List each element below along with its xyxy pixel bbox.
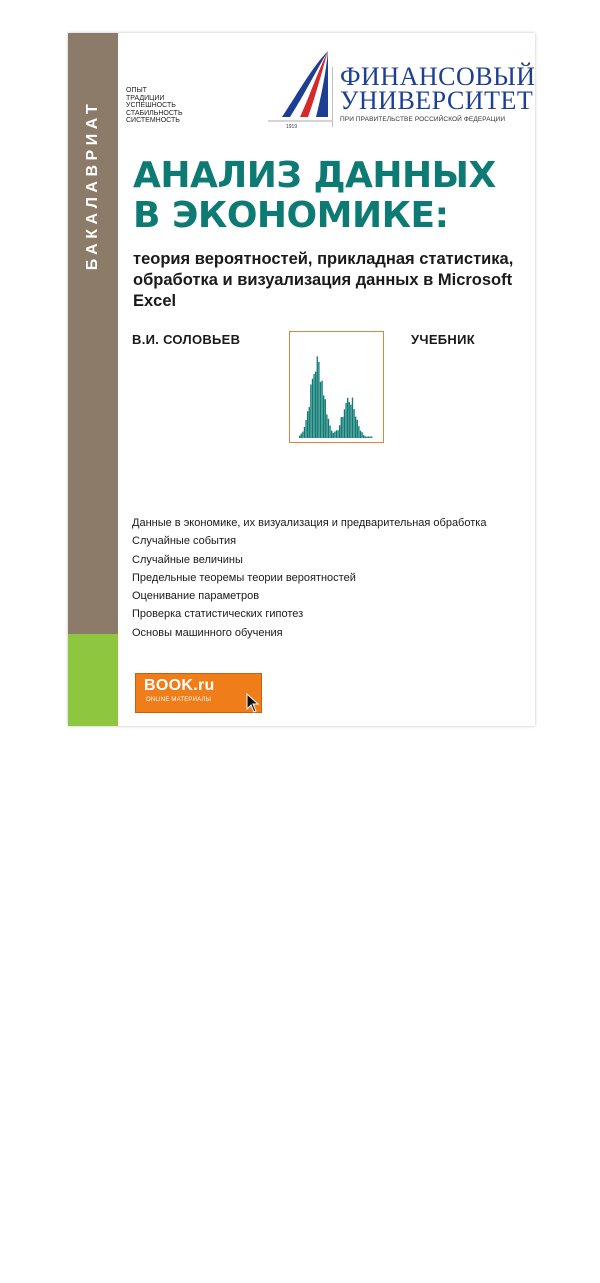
histogram-bar: [333, 433, 334, 438]
histogram-bar: [304, 427, 305, 438]
histogram-bar: [350, 405, 351, 438]
histogram-bar: [301, 434, 302, 438]
histogram-bar: [302, 432, 303, 438]
cover-spine: [68, 33, 118, 726]
histogram-bar: [349, 402, 350, 438]
histogram-bar: [336, 430, 337, 438]
topic-item: Основы машинного обучения: [132, 626, 283, 639]
university-line-1: ФИНАНСОВЫЙ: [340, 62, 536, 91]
histogram-frame: [289, 331, 384, 443]
series-label: БАКАЛАВРИАТ: [84, 99, 101, 271]
histogram-bar: [371, 437, 372, 439]
histogram-bar: [365, 436, 366, 438]
histogram-bar: [309, 407, 310, 438]
topic-item: Оценивание параметров: [132, 590, 260, 603]
histogram-bar: [329, 426, 330, 438]
university-name: [340, 62, 536, 123]
topic-item: Случайные величины: [132, 553, 243, 566]
histogram-bar: [334, 432, 335, 438]
title-line-1: АНАЛИЗ ДАННЫХ: [133, 155, 496, 196]
histogram-bar: [305, 420, 306, 438]
histogram-bar: [326, 415, 327, 438]
book-cover: [68, 33, 536, 1283]
histogram-bar: [344, 409, 345, 438]
histogram-bar: [352, 398, 353, 438]
histogram-bar: [366, 437, 367, 439]
topic-item: Проверка статистических гипотез: [132, 608, 304, 621]
topic-item: Случайные события: [132, 535, 237, 548]
book-title: [133, 156, 496, 236]
histogram-bar: [355, 417, 356, 438]
mouse-pointer-icon: [246, 693, 260, 713]
motto-item: СИСТЕМНОСТЬ: [126, 117, 180, 125]
book-ru-label: BOOK.ru: [144, 677, 215, 694]
histogram-bar: [331, 431, 332, 438]
histogram-bar: [357, 420, 358, 438]
university-logo-icon: [268, 49, 332, 133]
histogram-bar: [323, 395, 324, 438]
histogram-bar: [320, 382, 321, 438]
motto-item: УСПЕШНОСТЬ: [126, 102, 176, 110]
histogram-bar: [363, 435, 364, 438]
logo-year: 1919: [286, 124, 298, 130]
histogram-bar: [321, 381, 322, 438]
motto-item: ОПЫТ: [126, 87, 147, 94]
histogram-bar: [339, 425, 340, 438]
title-line-2: В ЭКОНОМИКЕ:: [133, 195, 449, 236]
university-line-2: УНИВЕРСИТЕТ: [340, 86, 534, 115]
publisher-label: КНОРУС: [88, 1239, 98, 1283]
topic-item: Предельные теоремы теории вероятностей: [132, 571, 356, 584]
histogram-illustration: [290, 332, 383, 442]
histogram-bar: [312, 379, 313, 438]
topics-list: [132, 514, 486, 642]
histogram-bar: [345, 403, 346, 438]
histogram-bar: [342, 417, 343, 438]
document-type: УЧЕБНИК: [411, 332, 476, 347]
histogram-bar: [360, 431, 361, 438]
histogram-bar: [299, 436, 300, 438]
author-name: В.И. СОЛОВЬЕВ: [132, 332, 241, 347]
publisher-band: [68, 634, 118, 1283]
motto-item: ТРАДИЦИИ: [126, 94, 165, 102]
book-subtitle: теория вероятностей, прикладная статистика, обработка и визуализация данных в Microsoft Excel: [133, 250, 514, 310]
histogram-bar: [310, 384, 311, 438]
motto-item: СТАБИЛЬНОСТЬ: [126, 109, 183, 117]
histogram-bar: [317, 356, 318, 438]
histogram-bar: [315, 372, 316, 438]
histogram-bar: [325, 399, 326, 438]
histogram-bar: [358, 426, 359, 438]
book-ru-button[interactable]: [135, 673, 262, 713]
topic-item: Данные в экономике, их визуализация и предварительная обработка: [132, 517, 487, 529]
histogram-bar: [368, 437, 369, 439]
book-ru-sublabel: ONLINE МАТЕРИАЛЫ: [146, 697, 212, 703]
histogram-bar: [313, 374, 314, 438]
histogram-bar: [341, 417, 342, 438]
histogram-bar: [347, 398, 348, 438]
histogram-bar: [337, 430, 338, 438]
histogram-bar: [353, 409, 354, 438]
histogram-bar: [318, 362, 319, 438]
histogram-bar: [307, 411, 308, 438]
histogram-bar: [369, 437, 370, 439]
histogram-bar: [328, 419, 329, 438]
university-line-3: ПРИ ПРАВИТЕЛЬСТВЕ РОССИЙСКОЙ ФЕДЕРАЦИИ: [340, 116, 506, 123]
motto-list: [126, 87, 183, 125]
histogram-bar: [361, 432, 362, 438]
logo-divider: [332, 67, 333, 127]
